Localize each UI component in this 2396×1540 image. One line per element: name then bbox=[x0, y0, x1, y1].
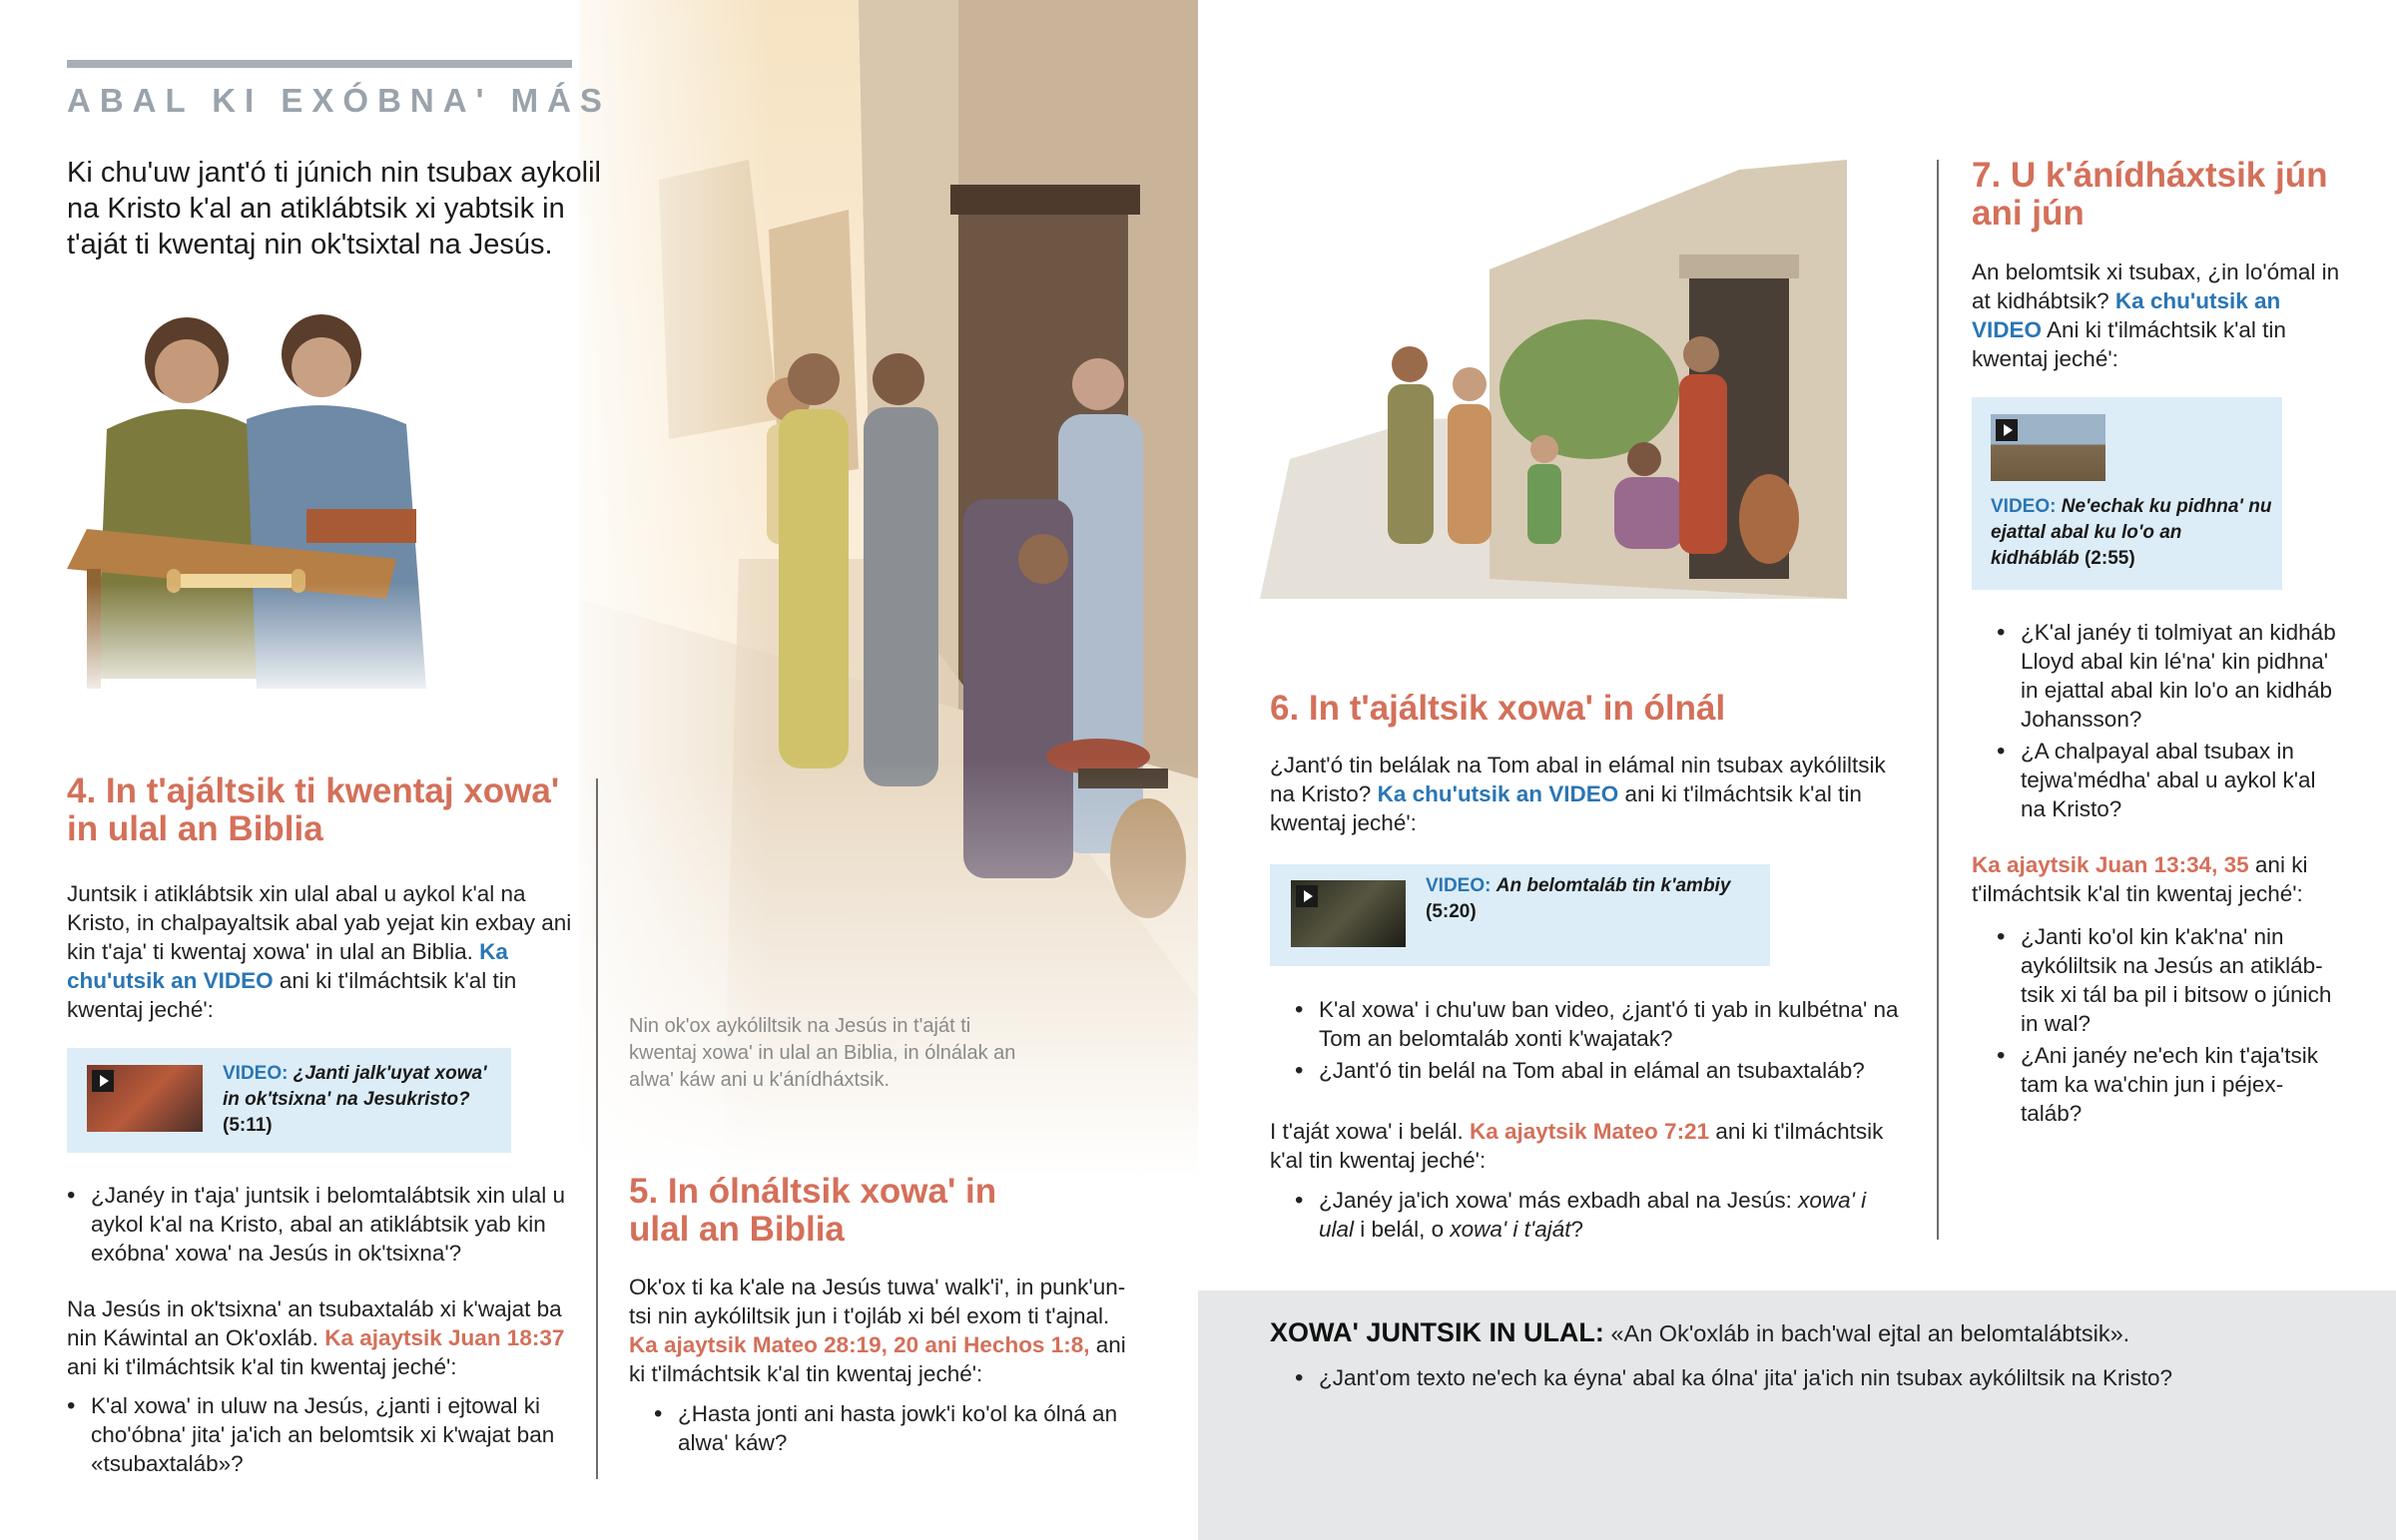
section-7-questions bbox=[1997, 618, 2336, 826]
video-card-section-6[interactable] bbox=[1270, 864, 1770, 966]
section-4-paragraph-2: Na Jesús in ok'tsixna' an tsubaxtaláb xi k'wajat ba nin Káwintal an Ok'oxláb. Ka ajaytsik Juan 18:37 ani ki t'ilmáchtsik k'al tin kwentaj jeché': bbox=[67, 1296, 565, 1379]
video-thumbnail[interactable] bbox=[1991, 414, 2105, 481]
section-5-heading: 5. In ólnáltsik xowa' in ulal an Biblia bbox=[629, 1172, 997, 1249]
question-item: • ¿K'al janéy ti tolmiyat an kidháb Lloyd abal kin lé'na' kin pidhna' in ejattal abal kin lo'o an kidháb Johansson? bbox=[1997, 618, 2336, 734]
question-item: • K'al xowa' i chu'uw ban video, ¿jant'ó ti yab in kulbétna' na Tom an belomtaláb xonti k'wajatak? bbox=[1295, 995, 1914, 1053]
section-kicker: ABAL KI EXÓBNA' MÁS bbox=[67, 82, 611, 119]
section-5-paragraph: Ok'ox ti ka k'ale na Jesús tuwa' walk'i', in punk'untsi nin aykóliltsik jun i t'ojláb xi bél exom ti t'ajnal. Ka ajaytsik Mateo 28:19, 20 ani Hechos 1:8, ani ki t'ilmáchtsik k'al tin kwentaj jeché': bbox=[629, 1275, 1126, 1386]
video-title: VIDEO: Ne'echak ku pidhna' nu ejattal abal ku lo'o an kidhábláb (2:55) bbox=[1991, 496, 2272, 569]
section-7-paragraph-1: An belomtsik xi tsubax, ¿in lo'ómal in at kidhábtsik? Ka chu'utsik an VIDEO Ani ki t'ilmáchtsik k'al tin kwentaj jeché': bbox=[1972, 259, 2340, 371]
video-title: VIDEO: ¿Janti jalk'uyat xowa' in ok'tsixna' na Jesukristo? (5:11) bbox=[223, 1063, 487, 1136]
video-title: VIDEO: An belomtaláb tin k'ambiy (5:20) bbox=[1426, 875, 1731, 922]
question-item: • ¿Janéy ja'ich xowa' más exbadh abal na Jesús: xowa' i ulal i belál, o xowa' i t'aját? bbox=[1295, 1186, 1894, 1244]
video-card-section-7[interactable] bbox=[1972, 397, 2282, 590]
question-item: • K'al xowa' in uluw na Jesús, ¿janti i ejtowal ki cho'óbna' jita' ja'ich an belomtsik xi k'wajat ban «tsubaxtaláb»? bbox=[67, 1391, 576, 1478]
intro-text: Ki chu'uw jant'ó ti júnich nin tsubax aykolil na Kristo k'al an atiklábtsik xi yabtsik in t'aját ti kwentaj nin ok'tsixtal na Jesús. bbox=[67, 157, 601, 260]
watch-video-link[interactable]: Ka chu'utsik an VIDEO bbox=[1972, 288, 2281, 342]
question-item: • ¿Ani janéy ne'ech kin t'aja'tsik tam ka wa'chin jun i péjextaláb? bbox=[1997, 1041, 2336, 1128]
play-icon[interactable] bbox=[1996, 419, 2018, 441]
section-7-paragraph-2: Ka ajaytsik Juan 13:34, 35 ani ki t'ilmáchtsik k'al tin kwentaj jeché': bbox=[1972, 852, 2308, 906]
question-item: • ¿Jant'om texto ne'ech ka éyna' abal ka ólna' jita' ja'ich nin tsubax aykóliltsik na Kristo? bbox=[1295, 1363, 2353, 1392]
column-divider bbox=[596, 778, 598, 1479]
question-item: • ¿Hasta jonti ani hasta jowk'i ko'ol ka ólná an alwa' káw? bbox=[654, 1399, 1133, 1457]
section-4-paragraph-1: Juntsik i atiklábtsik xin ulal abal u aykol k'al na Kristo, in chalpayaltsik abal yab yejat kin exbay ani kin t'aja' ti kwentaj xowa' in ulal an Biblia. Ka chu'utsik an VIDEO ani ki t'ilmáchtsik k'al tin kwentaj jeché': bbox=[67, 881, 572, 1022]
scripture-reference[interactable]: Ka ajaytsik Mateo 28:19, 20 ani Hechos 1:8, bbox=[629, 1332, 1090, 1357]
illustration-caption: Nin ok'ox aykóliltsik na Jesús in t'aját ti kwentaj xowa' in ulal an Biblia, in ólnálak an alwa' káw ani u k'ánídháxtsik. bbox=[629, 1015, 1016, 1091]
question-item: • ¿A chalpayal abal tsubax in tejwa'médha' abal u aykol k'al na Kristo? bbox=[1997, 737, 2336, 823]
section-6-questions-2 bbox=[1295, 1186, 1894, 1247]
summary-label: XOWA' JUNTSIK IN ULAL: bbox=[1270, 1317, 1604, 1347]
watch-video-link[interactable]: Ka chu'utsik an VIDEO bbox=[1377, 781, 1619, 806]
section-6-paragraph-2: I t'aját xowa' i belál. Ka ajaytsik Mateo 7:21 ani ki t'ilmáchtsik k'al tin kwentaj jeché': bbox=[1270, 1119, 1884, 1173]
header-rule bbox=[67, 60, 572, 68]
scripture-reference[interactable]: Ka ajaytsik Juan 18:37 bbox=[324, 1325, 565, 1350]
section-6-questions bbox=[1295, 995, 1914, 1088]
column-divider bbox=[1937, 160, 1939, 1240]
scripture-reference[interactable]: Ka ajaytsik Juan 13:34, 35 bbox=[1972, 852, 2249, 877]
section-7-questions-2 bbox=[1997, 922, 2336, 1131]
section-5-questions bbox=[654, 1399, 1133, 1460]
play-icon[interactable] bbox=[1296, 885, 1318, 907]
section-4-questions-2 bbox=[67, 1391, 576, 1481]
play-icon[interactable] bbox=[92, 1070, 114, 1092]
watch-video-link[interactable]: Ka chu'utsik an VIDEO bbox=[67, 939, 508, 993]
question-item: • ¿Jant'ó tin belál na Tom abal in elámal an tsubaxtaláb? bbox=[1295, 1056, 1914, 1085]
section-4-questions bbox=[67, 1181, 576, 1271]
scroll-reading-illustration bbox=[67, 299, 466, 704]
summary-questions bbox=[1295, 1363, 2353, 1395]
question-item: • ¿Janti ko'ol kin k'ak'na' nin aykóliltsik na Jesús an atiklábtsik xi tál ba pil i bitsow o júnich in wal? bbox=[1997, 922, 2336, 1038]
section-4-heading: 4. In t'ajáltsik ti kwentaj xowa' in ulal an Biblia bbox=[67, 771, 560, 848]
video-thumbnail[interactable] bbox=[87, 1065, 203, 1132]
scripture-reference[interactable]: Ka ajaytsik Mateo 7:21 bbox=[1469, 1119, 1710, 1144]
video-thumbnail[interactable] bbox=[1291, 880, 1406, 947]
section-7-heading: 7. U k'ánídháxtsik jún ani jún bbox=[1972, 156, 2328, 233]
section-6-paragraph-1: ¿Jant'ó tin belálak na Tom abal in elámal nin tsubax aykóliltsik na Kristo? Ka chu'utsik an VIDEO ani ki t'ilmáchtsik k'al tin kwentaj jeché': bbox=[1270, 753, 1886, 835]
summary-statement: XOWA' JUNTSIK IN ULAL: «An Ok'oxláb in bach'wal ejtal an belomtalábtsik». bbox=[1270, 1317, 2130, 1347]
video-card-section-4[interactable] bbox=[67, 1048, 511, 1153]
section-6-heading: 6. In t'ajáltsik xowa' in ólnál bbox=[1270, 689, 1726, 728]
family-doorway-illustration bbox=[1260, 160, 1847, 599]
question-item: • ¿Janéy in t'aja' juntsik i belomtalábtsik xin ulal u aykol k'al na Kristo, abal an atiklábtsik yab kin exóbna' xowa' na Jesús in ok'tsixna'? bbox=[67, 1181, 576, 1268]
